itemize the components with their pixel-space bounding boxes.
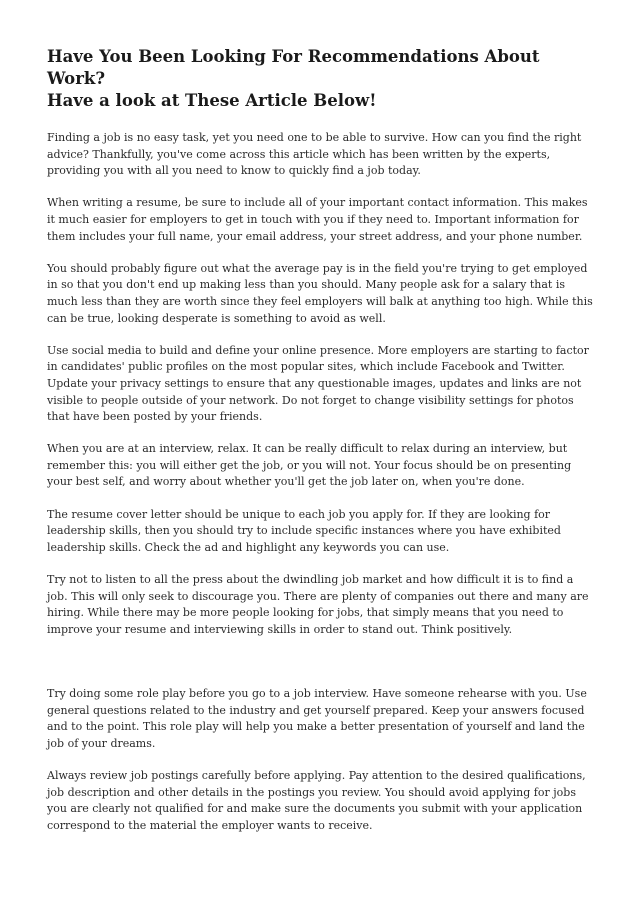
section-gap: [47, 654, 597, 686]
paragraph-8: Try doing some role play before you go to a job interview. Have someone rehearse with you. Use general questions related to the industry and get yourself prepared. Keep your answers focused and to the point. This role play will help you make a better presentation of yourself and land the job of your dreams.: [47, 687, 587, 750]
paragraph-1: Finding a job is no easy task, yet you need one to be able to survive. How can you find the right advice? Thankfully, you've come across this article which has been written by the experts, providing you with all you need to know to quickly find a job today.: [47, 131, 582, 178]
paragraph-4: Use social media to build and define your online presence. More employers are starting to factor in candidates' public profiles on the most popular sites, which include Facebook and Twitter. Update your privacy settings to ensure that any questionable images, updates and links are not visible to people outside of your network. Do not forget to change visibility settings for photos that have been posted by your friends.: [47, 343, 589, 424]
paragraph-6: The resume cover letter should be unique to each job you apply for. If they are looking for leadership skills, then you should try to include specific instances where you have exhibited leadership skills. Check the ad and highlight any keywords you can use.: [47, 507, 561, 554]
document-title: [47, 46, 597, 112]
title-line-2: Have a look at These Article Below!: [47, 91, 377, 110]
document-page: [47, 46, 597, 850]
paragraph-2: When writing a resume, be sure to include all of your important contact information. This makes it much easier for employers to get in touch with you if they need to. Important information for them includes your full name, your email address, your street address, and your phone number.: [47, 196, 588, 243]
paragraph-9: Always review job postings carefully before applying. Pay attention to the desired qualifications, job description and other details in the postings you review. You should avoid applying for jobs you are clearly not qualified for and make sure the documents you submit with your application correspond to the material the employer wants to receive.: [47, 768, 586, 832]
paragraph-3: You should probably figure out what the average pay is in the field you're trying to get employed in so that you don't end up making less than you should. Many people ask for a salary that is much less than they are worth since they feel employers will balk at anything too high. While this can be true, looking desperate is something to avoid as well.: [47, 261, 593, 325]
paragraph-5: When you are at an interview, relax. It can be really difficult to relax during an interview, but remember this: you will either get the job, or you will not. Your focus should be on presenting your best self, and worry about whether you'll get the job later on, when you're done.: [47, 442, 572, 489]
title-line-1: Have You Been Looking For Recommendations About Work?: [47, 47, 540, 88]
paragraph-7: Try not to listen to all the press about the dwindling job market and how difficult it is to find a job. This will only seek to discourage you. There are plenty of companies out there and many are hiring. While there may be more people looking for jobs, that simply means that you need to improve your resume and interviewing skills in order to stand out. Think positively.: [47, 573, 589, 636]
